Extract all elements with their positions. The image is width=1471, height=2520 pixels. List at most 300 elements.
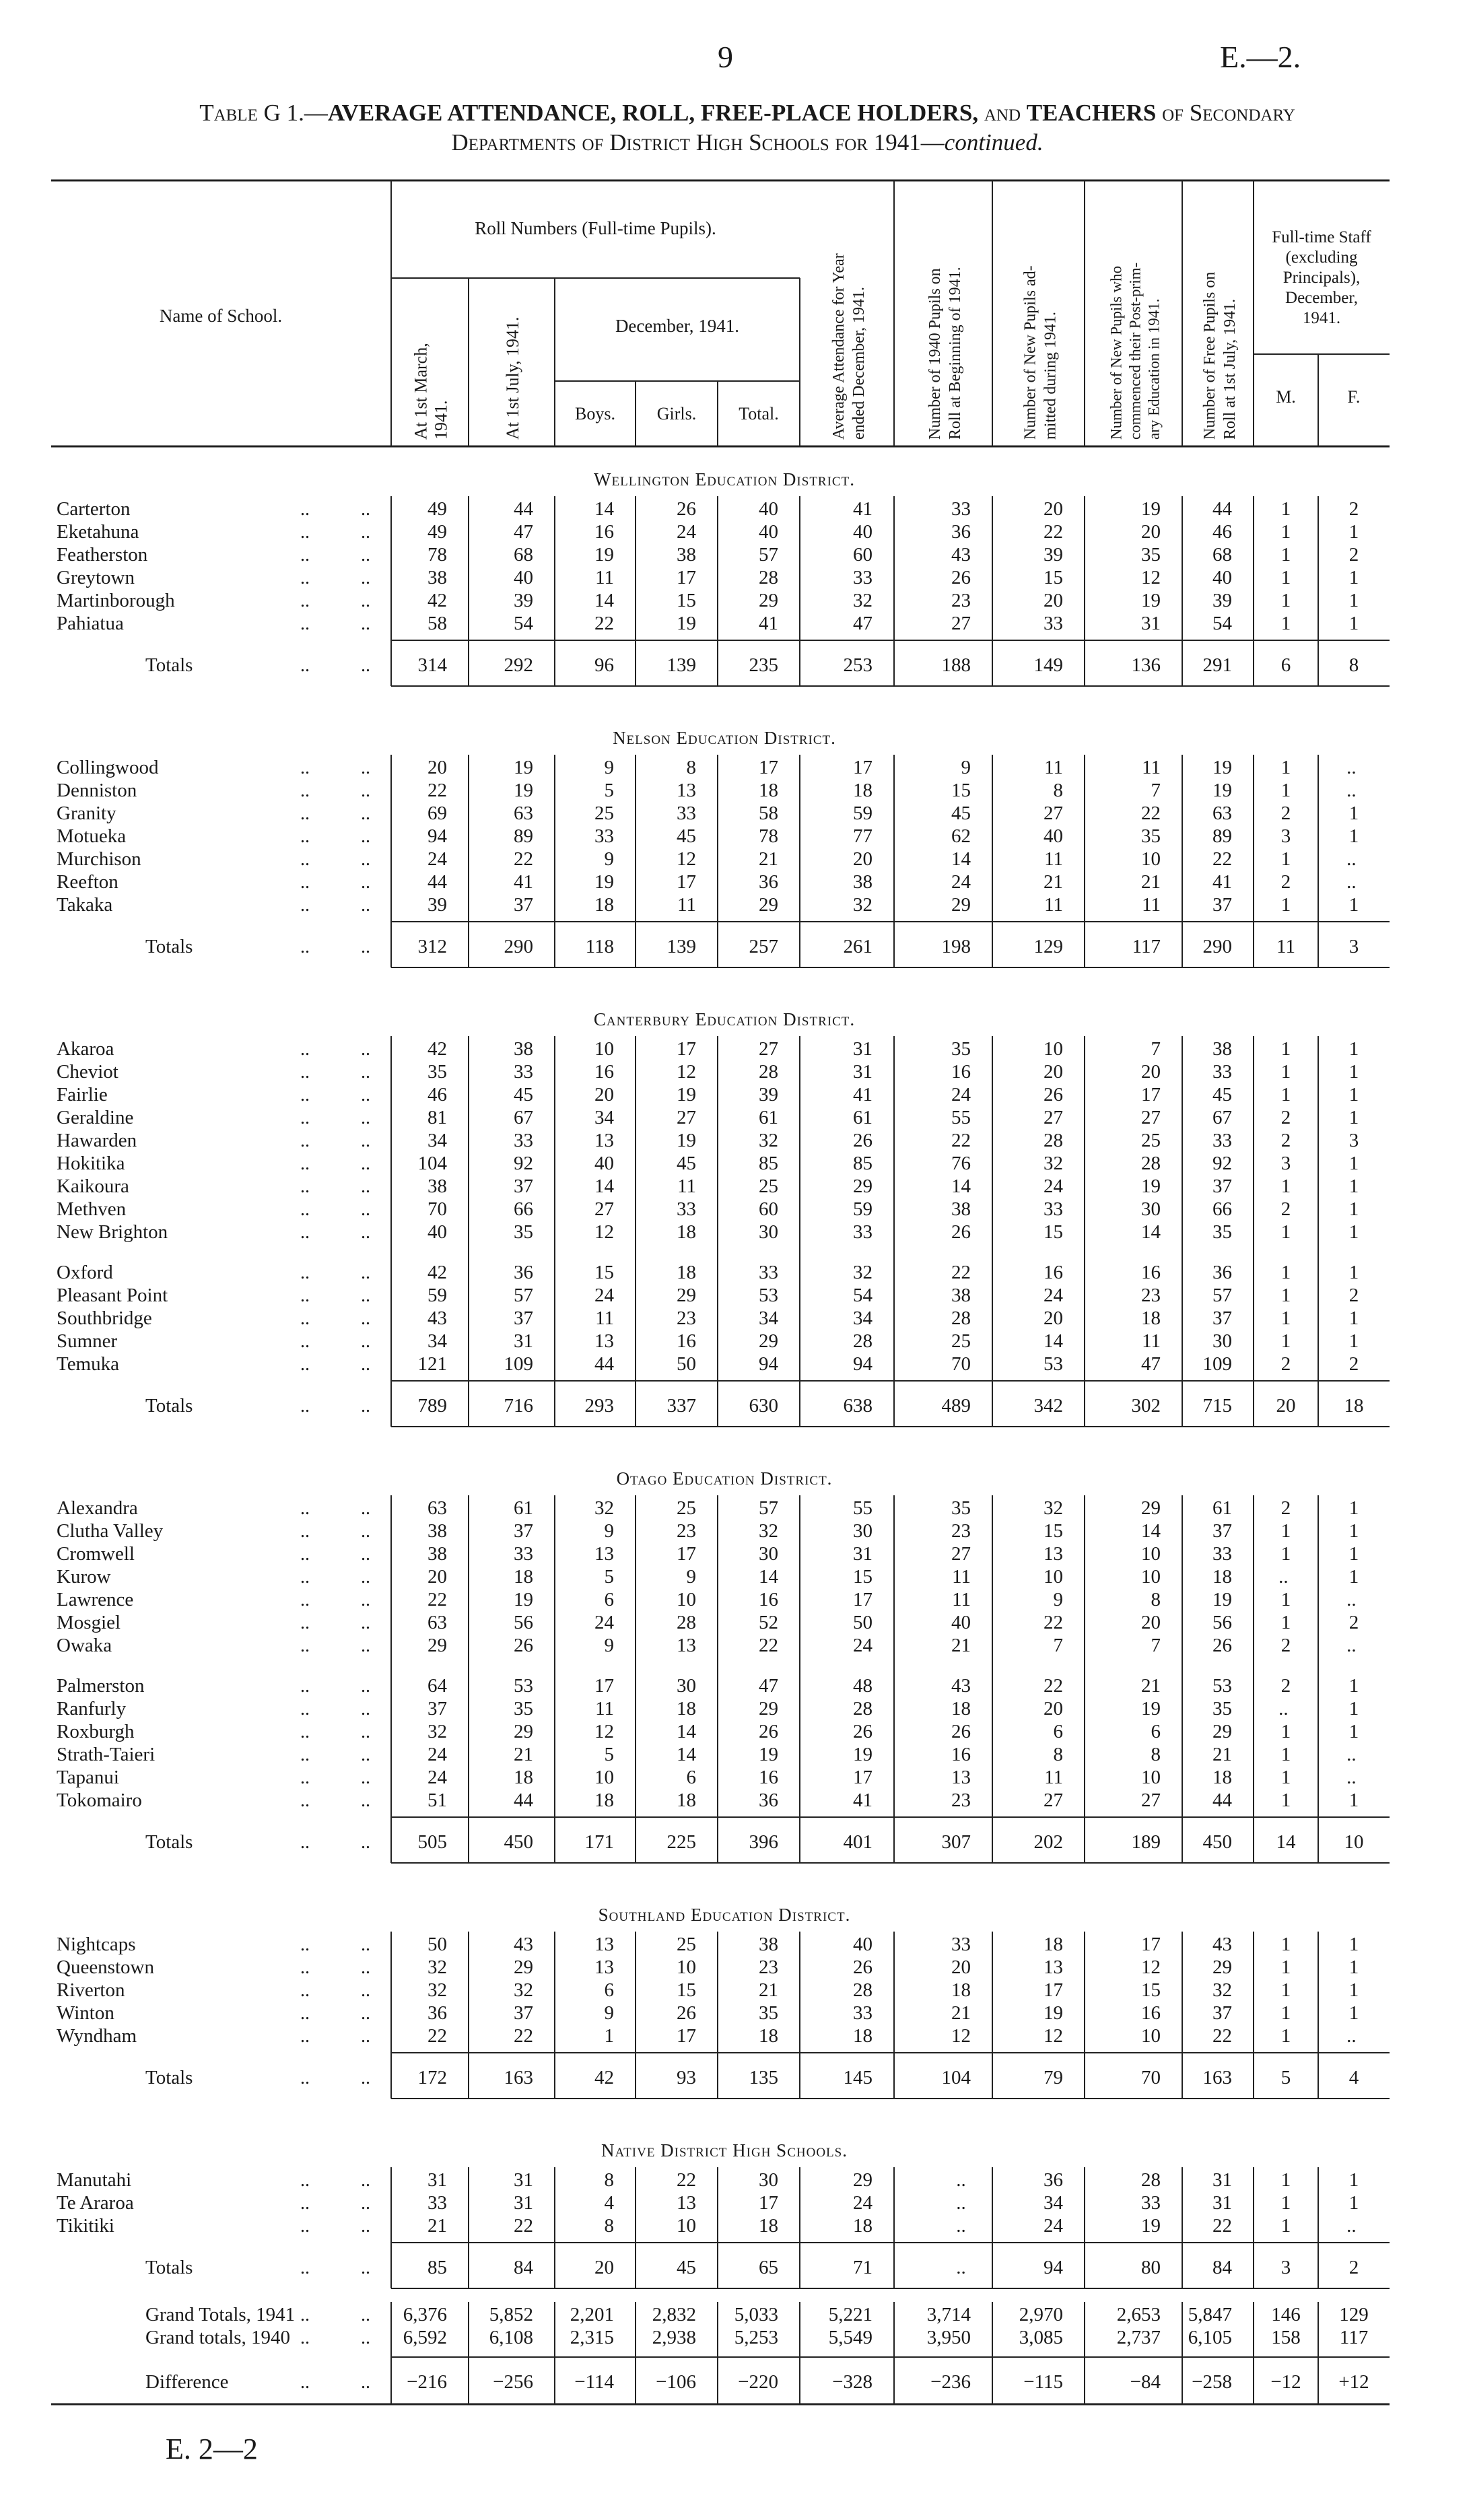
school-row-value: 22 (1044, 1675, 1063, 1697)
school-row-value: 2 (1280, 1497, 1291, 1519)
school-row-value: 33 (1212, 1130, 1232, 1151)
school-row-value: 63 (427, 1497, 447, 1519)
leader-dots: .. (361, 937, 370, 957)
totals-row-value: 2 (1348, 2257, 1359, 2278)
school-row-value: 37 (1212, 1176, 1232, 1197)
totals-row-value: 638 (843, 1395, 873, 1417)
school-row-value: 38 (514, 1038, 533, 1060)
header-name-of-school: Name of School. (159, 306, 283, 326)
leader-dots: .. (361, 1498, 370, 1519)
school-row-label: Sumner (57, 1330, 118, 1352)
grand-total-row-value: 2,653 (1116, 2304, 1161, 2325)
school-row-value: 18 (853, 2215, 873, 2237)
school-row-value: 26 (677, 498, 696, 520)
grand-total-row-value: 3,085 (1019, 2327, 1063, 2348)
school-row-value: .. (1278, 1566, 1293, 1588)
school-row-value: 17 (677, 871, 696, 893)
school-row-value: 26 (1212, 1635, 1232, 1656)
school-row-value: 62 (951, 825, 971, 847)
school-row-value: 18 (853, 780, 873, 801)
totals-row-value: 94 (1044, 2257, 1063, 2278)
leader-dots: .. (361, 1790, 370, 1811)
totals-row-value: 450 (1202, 1831, 1232, 1853)
grand-total-row-value: 2,938 (652, 2327, 696, 2348)
school-row-value: 36 (427, 2002, 447, 2024)
grand-total-row-value: 2,201 (570, 2304, 614, 2325)
school-row-value: 47 (1141, 1353, 1161, 1375)
school-row-value: 1 (1348, 1934, 1359, 1955)
school-row-value: 1 (1280, 544, 1291, 566)
school-row-value: 1 (1348, 1262, 1359, 1283)
school-row-value: 37 (514, 1176, 533, 1197)
school-row-value: 8 (1053, 780, 1063, 801)
school-row-value: 53 (514, 1675, 533, 1697)
school-row-value: 10 (594, 1767, 614, 1788)
school-row-value: 9 (1053, 1589, 1063, 1610)
school-row-value: 51 (427, 1790, 447, 1811)
school-row-label: Oxford (57, 1262, 113, 1283)
school-row-value: 66 (514, 1198, 533, 1220)
school-row-value: 15 (1141, 1979, 1161, 2001)
school-row-value: 20 (951, 1956, 971, 1978)
school-row-value: 30 (759, 2169, 778, 2191)
leader-dots: .. (300, 872, 310, 893)
header-post-primary: ary Education in 1941. (1145, 298, 1163, 440)
school-row-value: 13 (1044, 1543, 1063, 1565)
totals-row-value: 489 (941, 1395, 971, 1417)
school-row-value: 3 (1280, 1153, 1291, 1174)
school-row-value: 38 (427, 1520, 447, 1542)
totals-row-value: 257 (749, 936, 778, 957)
school-row-value: 37 (1212, 1520, 1232, 1542)
school-row-value: 33 (853, 2002, 873, 2024)
school-row-label: Cromwell (57, 1543, 135, 1565)
leader-dots: .. (361, 1130, 370, 1151)
school-row-value: 1 (1280, 1767, 1291, 1788)
leader-dots: .. (361, 1262, 370, 1283)
school-row-value: 31 (514, 2169, 533, 2191)
school-row-value: 1 (1348, 1675, 1359, 1697)
leader-dots: .. (361, 1039, 370, 1060)
totals-row-value: 337 (666, 1395, 696, 1417)
school-row-value: 50 (853, 1612, 873, 1633)
school-row-value: 15 (853, 1566, 873, 1588)
leader-dots: .. (361, 1308, 370, 1329)
school-row-label: Tokomairo (57, 1790, 142, 1811)
school-row-label: Hawarden (57, 1130, 137, 1151)
header-free-pupils: Roll at 1st July, 1941. (1221, 298, 1239, 440)
school-row-value: 1 (1280, 1612, 1291, 1633)
school-row-value: 16 (759, 1589, 778, 1610)
school-row-value: 63 (1212, 803, 1232, 824)
school-row-value: 32 (514, 1979, 533, 2001)
school-row-value: 34 (594, 1107, 614, 1128)
school-row-value: 19 (594, 544, 614, 566)
school-row-value: .. (1346, 1635, 1361, 1656)
school-row-value: 26 (853, 1721, 873, 1742)
school-row-value: 17 (1141, 1084, 1161, 1105)
school-row-value: 1 (1348, 590, 1359, 611)
school-row-value: 19 (1141, 590, 1161, 611)
table-subtitle-continued: continued. (944, 129, 1044, 156)
school-row-value: 27 (1044, 1107, 1063, 1128)
school-row-value: 13 (594, 1130, 614, 1151)
school-row-value: 18 (594, 894, 614, 916)
school-row-value: 18 (951, 1979, 971, 2001)
difference-row-value: −216 (407, 2371, 447, 2393)
district-0-heading: Wellington Education District. (594, 469, 855, 489)
school-row-value: 1 (1280, 1979, 1291, 2001)
school-row-value: 25 (677, 1497, 696, 1519)
grand-total-row-value: 2,315 (570, 2327, 614, 2348)
school-row-value: 10 (677, 1956, 696, 1978)
school-row-value: 28 (759, 1061, 778, 1083)
school-row-value: 24 (594, 1285, 614, 1306)
school-row-value: 21 (1141, 1675, 1161, 1697)
totals-row-value: 253 (843, 654, 873, 676)
school-row-value: 41 (853, 498, 873, 520)
totals-row-value: 293 (584, 1395, 614, 1417)
school-row-value: 26 (759, 1721, 778, 1742)
school-row-value: 17 (759, 2192, 778, 2214)
school-row-value: 18 (677, 1262, 696, 1283)
school-row-value: 18 (853, 2025, 873, 2047)
leader-dots: .. (361, 826, 370, 847)
school-row-value: 2 (1280, 1107, 1291, 1128)
school-row-value: 24 (427, 848, 447, 870)
school-row-value: 27 (1141, 1790, 1161, 1811)
school-row-value: 29 (677, 1285, 696, 1306)
totals-row-value: 202 (1033, 1831, 1063, 1853)
school-row-value: 2 (1348, 1353, 1359, 1375)
header-m: M. (1276, 387, 1296, 407)
school-row-value: 47 (514, 521, 533, 543)
school-row-value: 60 (853, 544, 873, 566)
school-row-value: 32 (853, 1262, 873, 1283)
leader-dots: .. (361, 1108, 370, 1128)
leader-dots: .. (361, 499, 370, 520)
leader-dots: .. (300, 1199, 310, 1220)
school-row-value: 16 (951, 1061, 971, 1083)
school-row-value: 29 (951, 894, 971, 916)
header-f: F. (1347, 387, 1361, 407)
school-row-value: 48 (853, 1675, 873, 1697)
school-row-value: 41 (514, 871, 533, 893)
school-row-value: 9 (961, 757, 971, 778)
leader-dots: .. (361, 613, 370, 634)
school-row-value: 1 (1280, 1330, 1291, 1352)
school-row-value: 18 (677, 1790, 696, 1811)
header-full-time-staff: Principals), (1282, 269, 1361, 287)
school-row-value: 76 (951, 1153, 971, 1174)
school-row-value: 33 (853, 1221, 873, 1243)
leader-dots: .. (361, 2068, 370, 2088)
totals-row-value: 10 (1344, 1831, 1364, 1853)
school-row-value: 25 (677, 1934, 696, 1955)
school-row-value: 17 (853, 1767, 873, 1788)
school-row-value: 40 (853, 1934, 873, 1955)
school-row-value: 45 (1212, 1084, 1232, 1105)
school-row-value: 32 (427, 1979, 447, 2001)
grand-total-row-value: 2,832 (652, 2304, 696, 2325)
totals-row-value: 342 (1033, 1395, 1063, 1417)
school-row-value: 22 (594, 613, 614, 634)
school-row-value: 17 (677, 2025, 696, 2047)
grand-total-row-value: 5,253 (734, 2327, 778, 2348)
school-row-value: 44 (514, 498, 533, 520)
leader-dots: .. (300, 1612, 310, 1633)
totals-row-label: Totals (145, 2067, 193, 2088)
school-row-value: 14 (677, 1721, 696, 1742)
totals-row-value: 149 (1033, 654, 1063, 676)
school-row-value: 2 (1348, 1285, 1359, 1306)
school-row-value: 26 (951, 1221, 971, 1243)
school-row-value: 38 (1212, 1038, 1232, 1060)
school-row-value: 59 (853, 803, 873, 824)
school-row-value: 31 (514, 2192, 533, 2214)
school-row-value: 14 (951, 848, 971, 870)
leader-dots: .. (361, 1354, 370, 1375)
school-row-value: 18 (1212, 1566, 1232, 1588)
school-row-value: 94 (759, 1353, 778, 1375)
leader-dots: .. (361, 1544, 370, 1565)
school-row-value: 31 (1141, 613, 1161, 634)
school-row-value: 1 (1280, 1721, 1291, 1742)
school-row-value: 35 (514, 1221, 533, 1243)
school-row-value: 6 (604, 1589, 614, 1610)
school-row-value: 1 (1348, 1497, 1359, 1519)
school-row-value: 32 (1044, 1153, 1063, 1174)
school-row-value: 1 (1280, 1543, 1291, 1565)
school-row-value: .. (1346, 848, 1361, 870)
district-5-heading: Native District High Schools. (601, 2140, 848, 2160)
school-row-value: 1 (1348, 567, 1359, 588)
school-row-value: 27 (951, 1543, 971, 1565)
leader-dots: .. (361, 2003, 370, 2024)
school-row-value: 67 (1212, 1107, 1232, 1128)
school-row-value: 14 (1044, 1330, 1063, 1352)
leader-dots: .. (300, 1521, 310, 1542)
school-row-value: 23 (677, 1307, 696, 1329)
grand-total-row-value: 6,105 (1188, 2327, 1232, 2348)
school-row-value: 85 (853, 1153, 873, 1174)
difference-row-value: −236 (930, 2371, 971, 2393)
school-row-label: Nightcaps (57, 1934, 136, 1955)
school-row-label: Mosgiel (57, 1612, 121, 1633)
school-row-value: 11 (1142, 894, 1161, 916)
school-row-value: 17 (677, 567, 696, 588)
school-row-value: 85 (759, 1153, 778, 1174)
school-row-value: 16 (677, 1330, 696, 1352)
district-3-heading: Otago Education District. (616, 1468, 833, 1489)
school-row-value: 6 (604, 1979, 614, 2001)
school-row-value: 24 (594, 1612, 614, 1633)
school-row-value: 20 (853, 848, 873, 870)
school-row-value: 22 (759, 1635, 778, 1656)
school-row-value: 7 (1151, 1038, 1161, 1060)
school-row-value: 33 (951, 1934, 971, 1955)
school-row-value: 31 (427, 2169, 447, 2191)
school-row-value: 28 (1141, 2169, 1161, 2191)
school-row-value: 23 (951, 590, 971, 611)
school-row-value: 4 (604, 2192, 614, 2214)
school-row-value: 12 (677, 848, 696, 870)
school-row-value: 21 (951, 1635, 971, 1656)
school-row-value: 12 (677, 1061, 696, 1083)
school-row-value: 19 (1044, 2002, 1063, 2024)
school-row-value: 1 (1348, 1956, 1359, 1978)
school-row-value: 28 (853, 1698, 873, 1719)
school-row-value: 38 (951, 1198, 971, 1220)
leader-dots: .. (300, 2372, 310, 2393)
school-row-value: 27 (759, 1038, 778, 1060)
leader-dots: .. (361, 1676, 370, 1697)
school-row-value: 8 (1053, 1744, 1063, 1765)
leader-dots: .. (361, 1085, 370, 1105)
leader-dots: .. (361, 1521, 370, 1542)
school-row-value: 21 (1212, 1744, 1232, 1765)
school-row-value: 30 (1141, 1198, 1161, 1220)
leader-dots: .. (300, 1354, 310, 1375)
school-row-value: 40 (951, 1612, 971, 1633)
school-row-value: 33 (853, 567, 873, 588)
totals-row-label: Totals (145, 1395, 193, 1417)
school-row-value: 31 (514, 1330, 533, 1352)
district-4-heading: Southland Education District. (598, 1905, 851, 1925)
school-row-value: 37 (1212, 1307, 1232, 1329)
school-row-value: 50 (427, 1934, 447, 1955)
school-row-value: 17 (853, 757, 873, 778)
leader-dots: .. (300, 1062, 310, 1083)
school-row-label: Palmerston (57, 1675, 145, 1697)
school-row-value: 2 (1348, 498, 1359, 520)
school-row-value: 1 (1348, 825, 1359, 847)
school-row-value: 1 (1348, 613, 1359, 634)
totals-row-value: 314 (417, 654, 447, 676)
school-row-value: 10 (1044, 1566, 1063, 1588)
school-row-value: 1 (1348, 1221, 1359, 1243)
grand-total-row-value: 6,592 (403, 2327, 447, 2348)
leader-dots: .. (361, 1590, 370, 1610)
header-post-primary: Number of New Pupils who (1107, 265, 1125, 440)
school-row-value: 1 (1280, 1790, 1291, 1811)
school-row-value: 20 (427, 1566, 447, 1588)
school-row-label: Manutahi (57, 2169, 132, 2191)
school-row-value: 1 (1280, 2192, 1291, 2214)
school-row-value: 19 (759, 1744, 778, 1765)
leader-dots: .. (300, 1790, 310, 1811)
school-row-label: Geraldine (57, 1107, 134, 1128)
table-title-and: and (984, 100, 1021, 126)
school-row-value: 14 (1141, 1221, 1161, 1243)
school-row-value: 94 (853, 1353, 873, 1375)
school-row-value: 1 (1280, 2215, 1291, 2237)
totals-row-value: 5 (1280, 2067, 1291, 2088)
school-row-value: 1 (1280, 2169, 1291, 2191)
school-row-value: 1 (1348, 1153, 1359, 1174)
header-at-1st-july: At 1st July, 1941. (503, 316, 522, 440)
leader-dots: .. (300, 2003, 310, 2024)
school-row-value: 38 (759, 1934, 778, 1955)
school-row-value: 29 (1212, 1721, 1232, 1742)
school-row-value: 31 (853, 1038, 873, 1060)
school-row-value: 22 (1212, 2025, 1232, 2047)
leader-dots: .. (361, 1722, 370, 1742)
grand-total-row-value: 117 (1339, 2327, 1369, 2348)
school-row-value: 14 (677, 1744, 696, 1765)
totals-row-value: 45 (677, 2257, 696, 2278)
table-subtitle-text: Departments of District High Schools for 1941— (451, 129, 945, 156)
leader-dots: .. (300, 1722, 310, 1742)
school-row-value: 44 (594, 1353, 614, 1375)
grand-total-row-value: 146 (1271, 2304, 1301, 2325)
school-row-value: 9 (604, 848, 614, 870)
school-row-value: 11 (1142, 757, 1161, 778)
school-row-label: Tapanui (57, 1767, 119, 1788)
leader-dots: .. (300, 1331, 310, 1352)
difference-row-value: −115 (1023, 2371, 1063, 2393)
school-row-value: 29 (1141, 1497, 1161, 1519)
school-row-value: 13 (594, 1956, 614, 1978)
school-row-value: 40 (427, 1221, 447, 1243)
district-1-heading: Nelson Education District. (613, 728, 836, 748)
school-row-value: 35 (759, 2002, 778, 2024)
school-row-value: 33 (514, 1543, 533, 1565)
school-row-value: 25 (1141, 1130, 1161, 1151)
school-row-value: 57 (759, 1497, 778, 1519)
school-row-value: 16 (951, 1744, 971, 1765)
school-row-value: 33 (594, 825, 614, 847)
leader-dots: .. (300, 1262, 310, 1283)
leader-dots: .. (361, 1396, 370, 1417)
school-row-label: Riverton (57, 1979, 125, 2001)
totals-row-value: 3 (1348, 936, 1359, 957)
header-average-attendance: ended December, 1941. (850, 287, 868, 440)
school-row-value: 45 (677, 1153, 696, 1174)
school-row-value: 41 (1212, 871, 1232, 893)
totals-row-value: 789 (417, 1395, 447, 1417)
school-row-value: 22 (1141, 803, 1161, 824)
table-title-teachers: TEACHERS (1026, 100, 1157, 126)
school-row-value: 1 (1348, 1721, 1359, 1742)
school-row-value: 66 (1212, 1198, 1232, 1220)
leader-dots: .. (361, 1062, 370, 1083)
grand-total-row-value: 3,714 (926, 2304, 971, 2325)
school-row-value: 16 (1044, 1262, 1063, 1283)
totals-row-value: 135 (749, 2067, 778, 2088)
school-row-value: 1 (1280, 1061, 1291, 1083)
school-row-value: 18 (1212, 1767, 1232, 1788)
school-row-label: Kurow (57, 1566, 111, 1588)
school-row-value: 10 (1141, 1543, 1161, 1565)
school-row-value: 9 (604, 757, 614, 778)
school-row-value: 20 (1044, 1307, 1063, 1329)
school-row-value: 16 (1141, 1262, 1161, 1283)
school-row-value: 59 (427, 1285, 447, 1306)
school-row-value: 13 (594, 1934, 614, 1955)
school-row-value: 2 (1348, 544, 1359, 566)
school-row-value: 32 (853, 590, 873, 611)
school-row-value: 28 (759, 567, 778, 588)
leader-dots: .. (300, 2170, 310, 2191)
leader-dots: .. (361, 1744, 370, 1765)
school-row-value: 14 (951, 1176, 971, 1197)
header-post-primary: commenced their Post-prim- (1126, 262, 1144, 440)
school-row-value: 32 (759, 1130, 778, 1151)
school-row-value: 21 (1044, 871, 1063, 893)
school-row-value: 29 (853, 2169, 873, 2191)
grand-total-row-value: 5,221 (828, 2304, 873, 2325)
